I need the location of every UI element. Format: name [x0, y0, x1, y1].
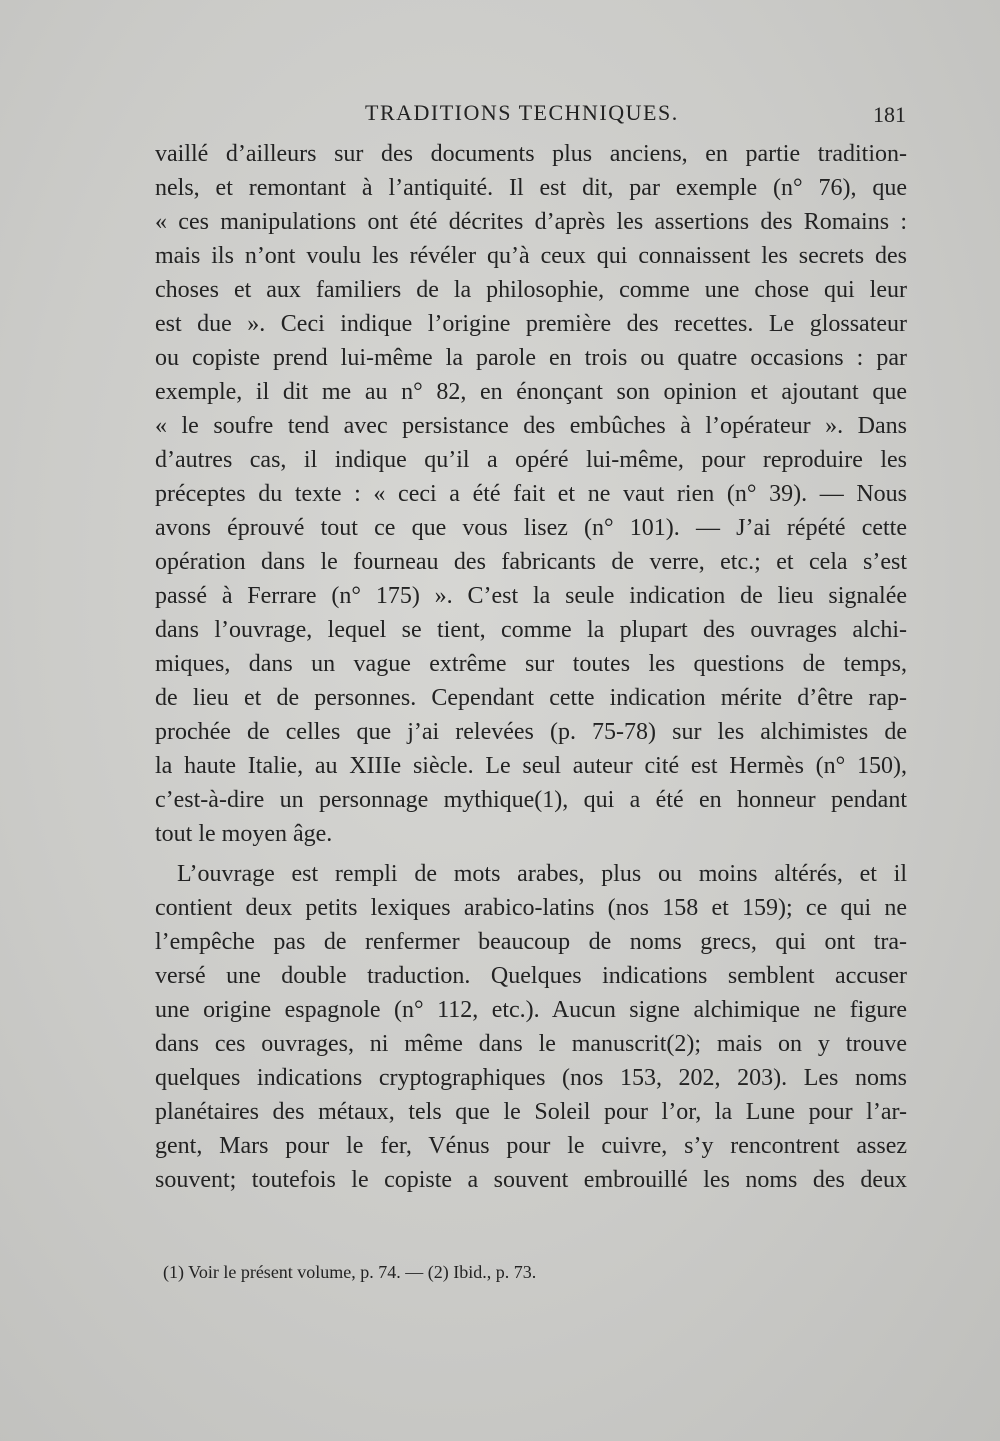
text-line: miques, dans un vague extrême sur toutes les questions de temps, [155, 651, 907, 677]
page-number: 181 [873, 102, 906, 127]
text-line: tout le moyen âge. [155, 821, 333, 847]
text-line: dans l’ouvrage, lequel se tient, comme la plupart des ouvrages alchi- [155, 617, 907, 643]
text-line: « ces manipulations ont été décrites d’après les assertions des Romains : [155, 209, 907, 235]
text-line: mais ils n’ont voulu les révéler qu’à ceux qui connaissent les secrets des [155, 243, 907, 269]
text-line: choses et aux familiers de la philosophie, comme une chose qui leur [155, 277, 907, 303]
text-line: de lieu et de personnes. Cependant cette indication mérite d’être rap- [155, 685, 907, 711]
text-line: quelques indications cryptographiques (nos 153, 202, 203). Les noms [155, 1065, 907, 1091]
body-text [155, 137, 907, 1197]
text-line: nels, et remontant à l’antiquité. Il est dit, par exemple (n° 76), que [155, 175, 907, 201]
text-line: contient deux petits lexiques arabico-latins (nos 158 et 159); ce qui ne [155, 895, 907, 921]
text-line: prochée de celles que j’ai relevées (p. 75-78) sur les alchimistes de [155, 719, 907, 745]
running-head [0, 100, 1000, 136]
text-line: passé à Ferrare (n° 175) ». C’est la seule indication de lieu signalée [155, 583, 907, 609]
text-line: la haute Italie, au XIIIe siècle. Le seul auteur cité est Hermès (n° 150), [155, 753, 907, 779]
footnotes: (1) Voir le présent volume, p. 74. — (2) Ibid., p. 73. [163, 1262, 537, 1282]
text-line: avons éprouvé tout ce que vous lisez (n° 101). — J’ai répété cette [155, 515, 907, 541]
text-line: dans ces ouvrages, ni même dans le manuscrit(2); mais on y trouve [155, 1031, 907, 1057]
text-line: vaillé d’ailleurs sur des documents plus anciens, en partie tradition- [155, 141, 907, 167]
running-head-title: TRADITIONS TECHNIQUES. [365, 100, 679, 125]
text-line: ou copiste prend lui-même la parole en trois ou quatre occasions : par [155, 345, 907, 371]
text-line: c’est-à-dire un personnage mythique(1), qui a été en honneur pendant [155, 787, 907, 813]
text-line: préceptes du texte : « ceci a été fait et ne vaut rien (n° 39). — Nous [155, 481, 907, 507]
text-line: est due ». Ceci indique l’origine première des recettes. Le glossateur [155, 311, 907, 337]
text-line: L’ouvrage est rempli de mots arabes, plus ou moins altérés, et il [177, 861, 907, 887]
text-line: opération dans le fourneau des fabricants de verre, etc.; et cela s’est [155, 549, 907, 575]
text-line: souvent; toutefois le copiste a souvent embrouillé les noms des deux [155, 1167, 907, 1193]
text-line: d’autres cas, il indique qu’il a opéré lui-même, pour reproduire les [155, 447, 907, 473]
text-line: une origine espagnole (n° 112, etc.). Aucun signe alchimique ne figure [155, 997, 907, 1023]
paragraph [155, 137, 907, 851]
text-line: versé une double traduction. Quelques indications semblent accuser [155, 963, 907, 989]
text-line: gent, Mars pour le fer, Vénus pour le cuivre, s’y rencontrent assez [155, 1133, 907, 1159]
text-line: l’empêche pas de renfermer beaucoup de noms grecs, qui ont tra- [155, 929, 907, 955]
text-line: exemple, il dit me au n° 82, en énonçant son opinion et ajoutant que [155, 379, 907, 405]
text-line: « le soufre tend avec persistance des embûches à l’opérateur ». Dans [155, 413, 907, 439]
text-line: planétaires des métaux, tels que le Soleil pour l’or, la Lune pour l’ar- [155, 1099, 907, 1125]
paragraph [155, 857, 907, 1197]
